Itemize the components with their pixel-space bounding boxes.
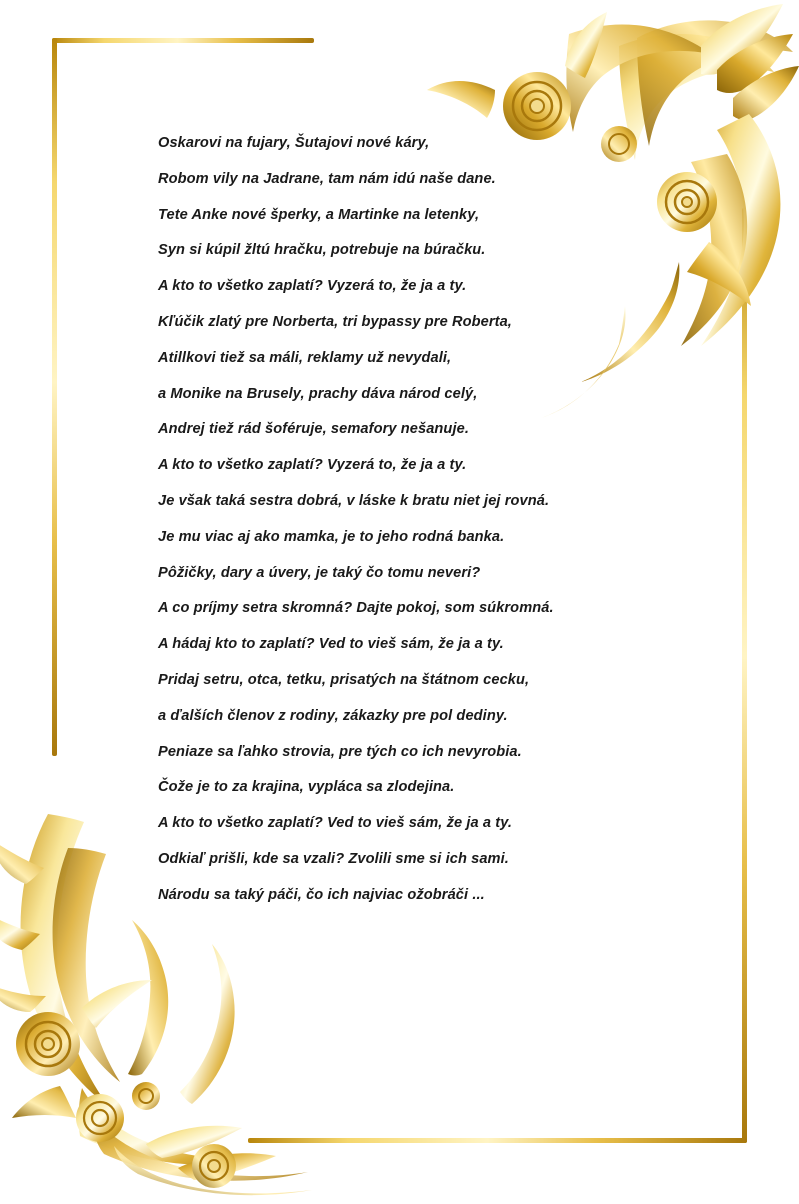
poem-line: Pôžičky, dary a úvery, je taký čo tomu neveri? — [158, 564, 481, 581]
poem-line: Kľúčik zlatý pre Norberta, tri bypassy pre Roberta, — [158, 313, 512, 330]
poem-line: Je však taká sestra dobrá, v láske k bratu niet jej rovná. — [158, 492, 550, 509]
poem-line: A kto to všetko zaplatí? Vyzerá to, že ja a ty. — [158, 278, 467, 295]
poem-text-block — [158, 126, 678, 914]
frame-rule-top — [52, 38, 314, 43]
poem-line: A co príjmy setra skromná? Dajte pokoj, som súkromná. — [158, 600, 554, 617]
frame-rule-right — [742, 208, 747, 1143]
poem-line: Andrej tiež rád šoféruje, semafory nešanuje. — [158, 421, 469, 438]
poem-line: Čože je to za krajina, vypláca sa zlodejina. — [158, 779, 455, 796]
poem-line: Syn si kúpil žltú hračku, potrebuje na búračku. — [158, 242, 486, 259]
poem-line: Peniaze sa ľahko strovia, pre tých co ich nevyrobia. — [158, 743, 522, 760]
poem-line: Národu sa taký páči, čo ich najviac ožobráči ... — [158, 886, 485, 903]
frame-rule-left — [52, 38, 57, 756]
poem-line: Robom vily na Jadrane, tam nám idú naše dane. — [158, 170, 496, 187]
poem-line: a Monike na Brusely, prachy dáva národ celý, — [158, 385, 478, 402]
poem-line: A kto to všetko zaplatí? Vyzerá to, že ja a ty. — [158, 457, 467, 474]
poem-line: Tete Anke nové šperky, a Martinke na letenky, — [158, 206, 480, 223]
poem-line: Oskarovi na fujary, Šutajovi nové káry, — [158, 135, 430, 151]
poem-line: A hádaj kto to zaplatí? Ved to vieš sám, že ja a ty. — [158, 636, 504, 653]
poem-line: Je mu viac aj ako mamka, je to jeho rodná banka. — [158, 528, 505, 545]
poem-line: A kto to všetko zaplatí? Ved to vieš sám, že ja a ty. — [158, 815, 513, 832]
frame-rule-bottom — [248, 1138, 747, 1143]
poem-line: Atillkovi tiež sa máli, reklamy už nevydali, — [158, 349, 452, 366]
poem-line: a ďalších členov z rodiny, zákazky pre pol dediny. — [158, 707, 508, 724]
poem-line: Pridaj setru, otca, tetku, prisatých na štátnom cecku, — [158, 671, 530, 688]
poem-line: Odkiaľ prišli, kde sa vzali? Zvolili sme si ich sami. — [158, 850, 509, 867]
